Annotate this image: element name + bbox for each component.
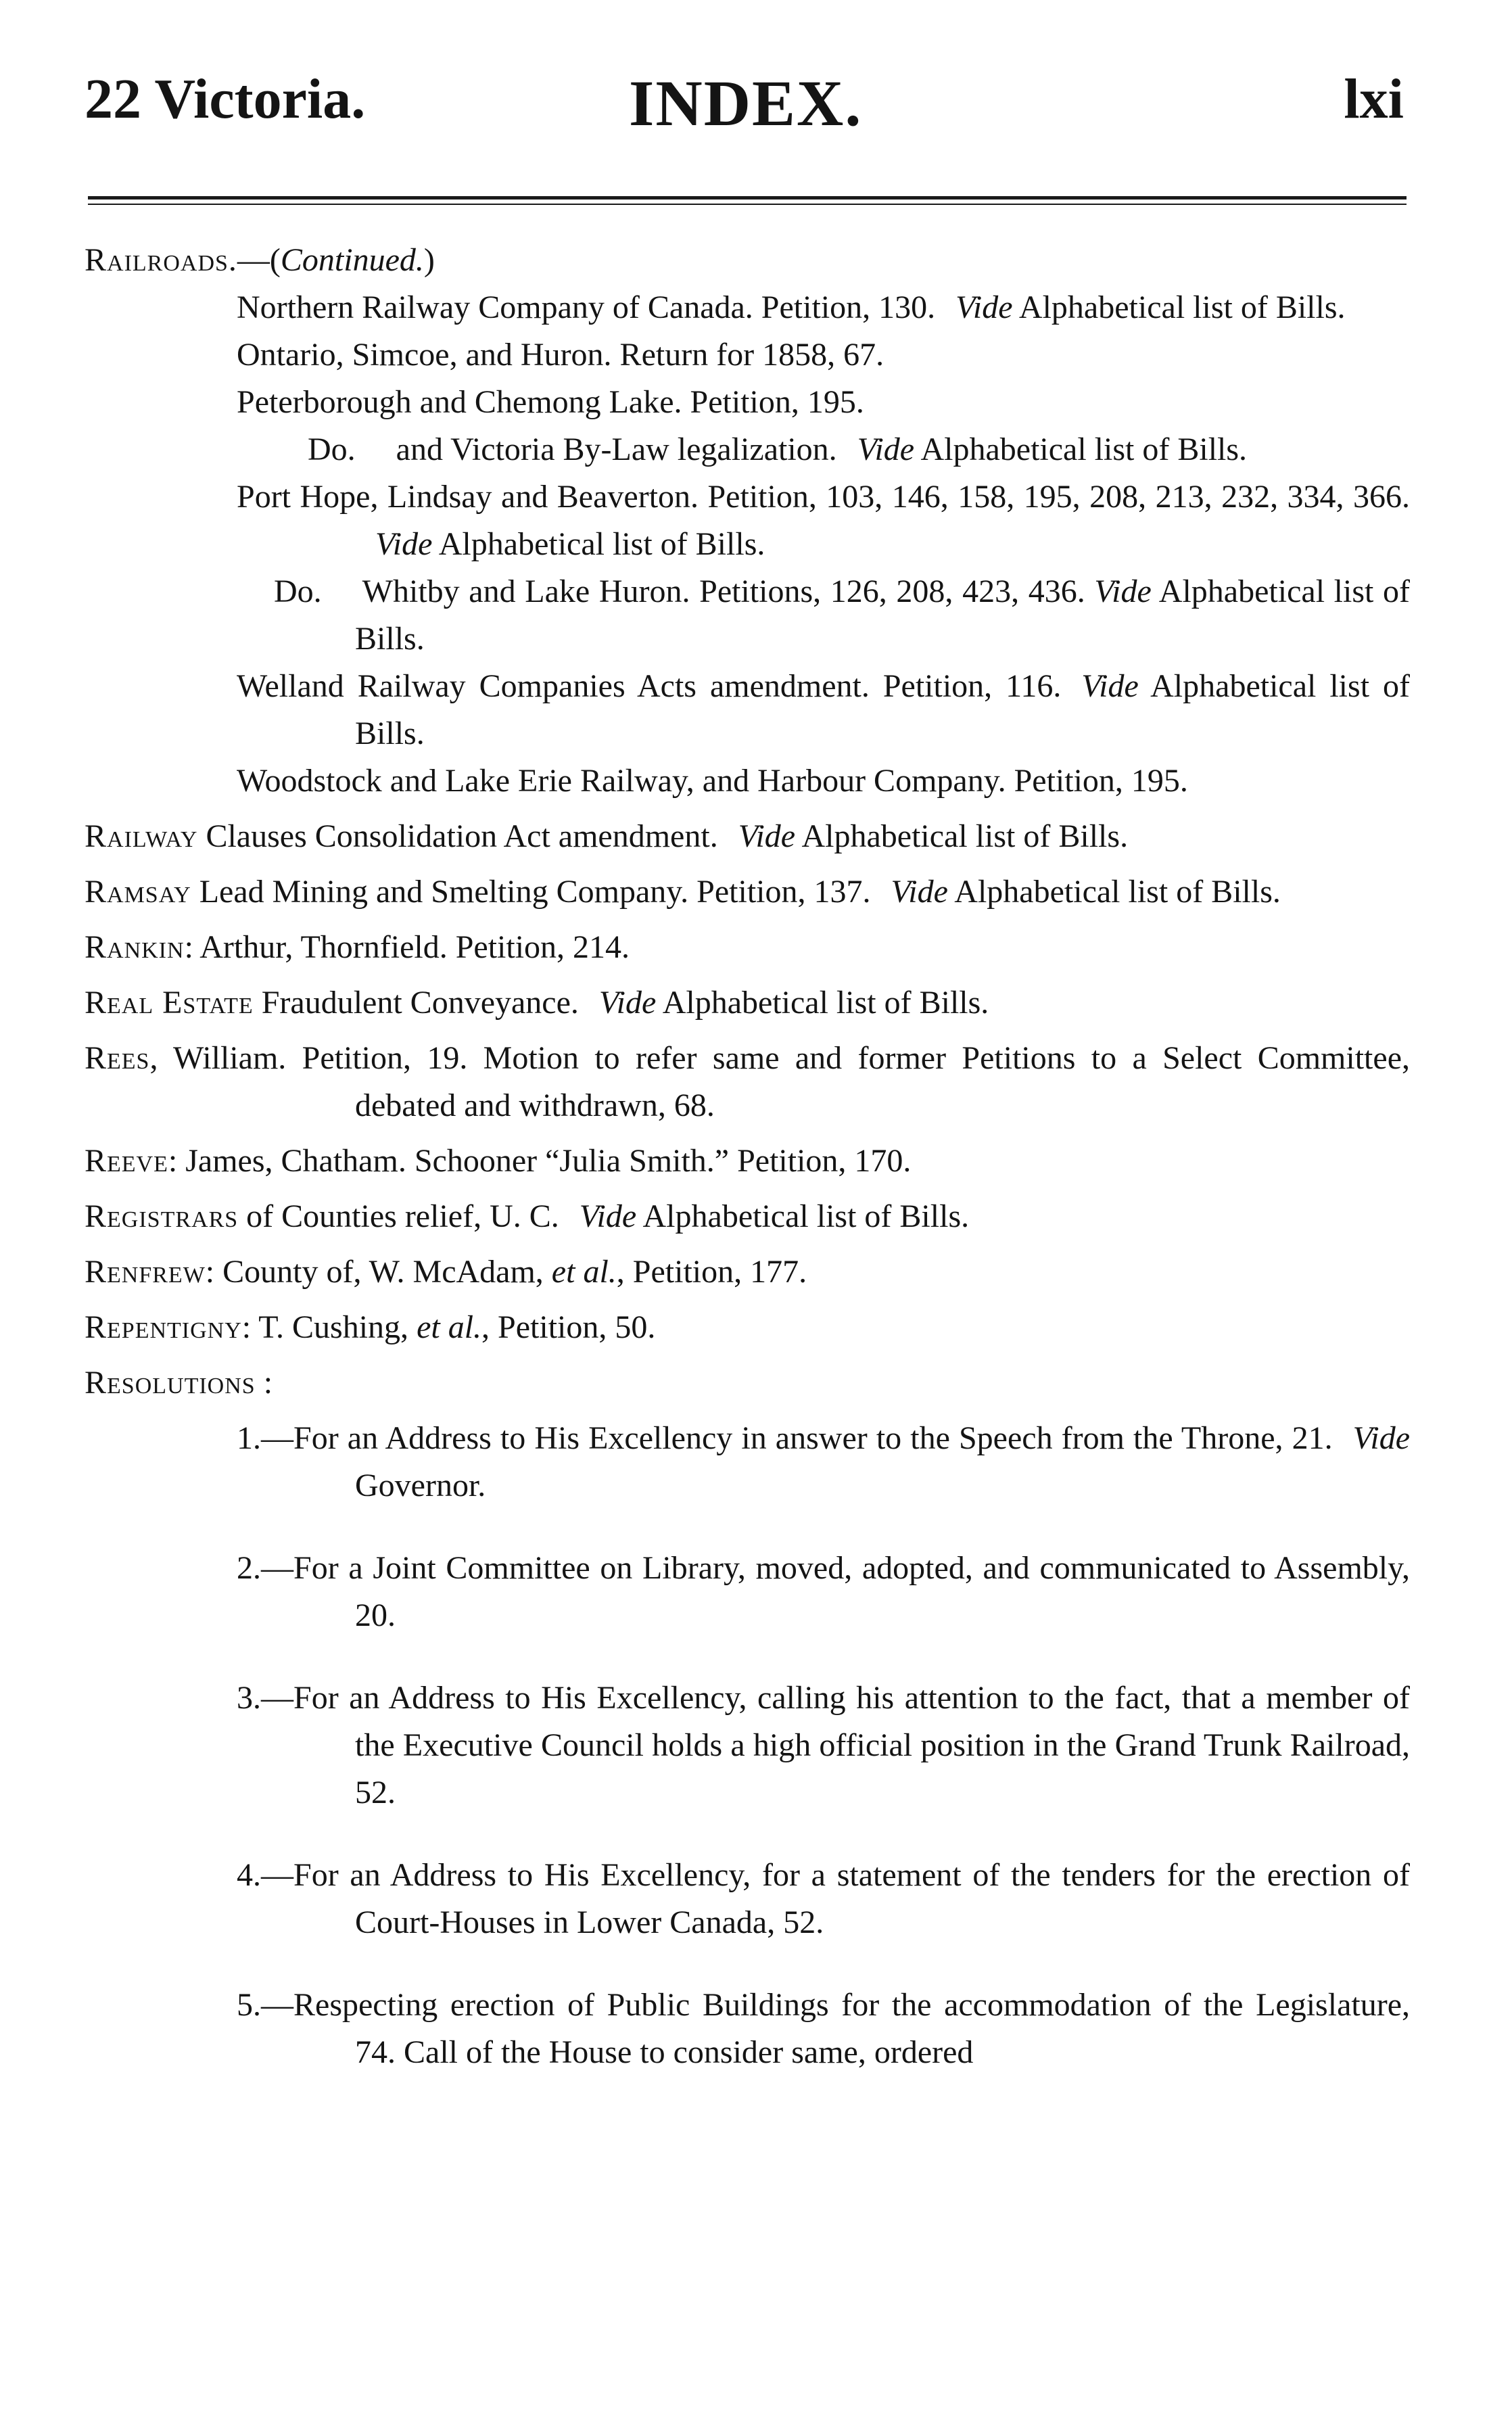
entry-sep: , <box>149 1040 158 1076</box>
index-body <box>85 237 1410 2076</box>
ditto-label: Do. <box>274 574 322 609</box>
entry-peterborough-chemong <box>237 379 1410 426</box>
resolution-number: 4. <box>237 1857 261 1893</box>
entry-sep: : <box>168 1143 178 1179</box>
entry-port-hope-lindsay <box>237 473 1410 568</box>
entry-repentigny <box>85 1304 1410 1351</box>
entry-text: Arthur, Thornfield. Petition, 214. <box>199 929 630 965</box>
resolution-number: 3. <box>237 1680 261 1716</box>
entry-northern-railway <box>237 284 1410 331</box>
resolution-number: 5. <box>237 1987 261 2023</box>
running-head-session: 22 Victoria. <box>85 68 366 131</box>
entry-renfrew <box>85 1248 1410 1296</box>
vide-label: Vide <box>738 818 796 854</box>
resolution-number: 1. <box>237 1420 261 1456</box>
entry-text: and Victoria By-Law legalization. <box>396 431 837 467</box>
vide-label: Vide <box>375 526 433 562</box>
entry-railway-clauses <box>85 813 1410 860</box>
entry-dash: —( <box>237 242 281 278</box>
vide-label: Vide <box>1352 1420 1410 1456</box>
entry-text: Fraudulent Conveyance. <box>261 985 579 1021</box>
resolution-4 <box>237 1852 1410 1946</box>
entry-key: Repentigny <box>85 1309 242 1345</box>
entry-text: T. Cushing, <box>258 1309 409 1345</box>
entry-sep: : <box>205 1254 215 1290</box>
ditto-label: Do. <box>308 431 356 467</box>
resolution-3 <box>237 1675 1410 1817</box>
entry-tail: Alphabetical list of Bills. <box>920 431 1248 467</box>
et-al-label: et al. <box>417 1309 482 1345</box>
entry-key: Renfrew <box>85 1254 206 1290</box>
resolution-number: 2. <box>237 1550 261 1586</box>
entry-tail: Alphabetical list of Bills. <box>801 818 1129 854</box>
entry-whitby-lake-huron <box>274 568 1410 663</box>
vide-label: Vide <box>1094 574 1152 609</box>
entry-key: Railroads. <box>85 242 237 278</box>
entry-sep: : <box>184 929 193 965</box>
entry-tail: Alphabetical list of Bills. <box>662 985 989 1021</box>
running-head-title: INDEX. <box>629 67 863 139</box>
entry-registrars <box>85 1193 1410 1240</box>
entry-rees <box>85 1035 1410 1129</box>
vide-label: Vide <box>579 1198 637 1234</box>
page-number: lxi <box>1344 68 1404 131</box>
entry-text-tail: , Petition, 177. <box>616 1254 807 1290</box>
entry-tail: Alphabetical list of Bills. <box>642 1198 970 1234</box>
entry-tail: Alphabetical list of Bills. <box>1018 289 1346 325</box>
entry-railroads-heading <box>85 237 1410 284</box>
vide-label: Vide <box>598 985 657 1021</box>
entry-paren: ) <box>423 242 435 278</box>
entry-tail: Governor. <box>355 1468 486 1503</box>
entry-text: Northern Railway Company of Canada. Petition, 130. <box>237 289 936 325</box>
vide-label: Vide <box>857 431 915 467</box>
entry-text: Ontario, Simcoe, and Huron. Return for 1858, 67. <box>237 337 884 373</box>
entry-ontario-simcoe-huron <box>237 331 1410 379</box>
entry-tail: Alphabetical list of Bills. <box>355 668 1411 751</box>
entry-text-tail: , Petition, 50. <box>481 1309 656 1345</box>
entry-woodstock-lake-erie <box>237 757 1410 805</box>
entry-text: Lead Mining and Smelting Company. Petition, 137. <box>199 874 871 910</box>
entry-text: Woodstock and Lake Erie Railway, and Harbour Company. Petition, 195. <box>237 763 1188 799</box>
resolution-text: —For an Address to His Excellency, for a statement of the tenders for the erection of Court-Houses in Lower Canada, 52. <box>261 1857 1410 1940</box>
entry-text: James, Chatham. Schooner “Julia Smith.” Petition, 170. <box>185 1143 912 1179</box>
entry-key: Registrars <box>85 1198 239 1234</box>
entry-text: William. Petition, 19. Motion to refer same and former Petitions to a Select Committee, debated and withdrawn, 68. <box>172 1040 1410 1123</box>
entry-rankin <box>85 924 1410 971</box>
resolution-text: —For a Joint Committee on Library, moved, adopted, and communicated to Assembly, 20. <box>261 1550 1410 1633</box>
entry-key: Rees <box>85 1040 150 1076</box>
et-al-label: et al. <box>551 1254 617 1290</box>
resolution-text: —For an Address to His Excellency in answer to the Speech from the Throne, 21. <box>261 1420 1333 1456</box>
entry-peterborough-victoria <box>308 426 1410 473</box>
resolution-text: —For an Address to His Excellency, calling his attention to the fact, that a member of the Executive Council holds a high official position in the Grand Trunk Railroad, 52. <box>261 1680 1410 1810</box>
entry-text: Welland Railway Companies Acts amendment. Petition, 116. <box>237 668 1062 704</box>
vide-label: Vide <box>1081 668 1139 704</box>
entry-welland-railway <box>237 663 1410 757</box>
entry-tail: Alphabetical list of Bills. <box>355 574 1410 657</box>
continued-label: Continued. <box>280 242 424 278</box>
vide-label: Vide <box>955 289 1013 325</box>
header-rule-thick <box>88 196 1407 200</box>
entry-tail: Alphabetical list of Bills. <box>954 874 1281 910</box>
entry-key: Rankin <box>85 929 185 965</box>
entry-text: Clauses Consolidation Act amendment. <box>206 818 718 854</box>
resolution-2 <box>237 1545 1410 1639</box>
entry-key: Real Estate <box>85 985 254 1021</box>
entry-key: Railway <box>85 818 198 854</box>
entry-text: of Counties relief, U. C. <box>246 1198 559 1234</box>
entry-real-estate <box>85 979 1410 1027</box>
entry-ramsay <box>85 868 1410 916</box>
entry-sep: : <box>241 1309 252 1345</box>
entry-text: County of, W. McAdam, <box>222 1254 544 1290</box>
resolution-5 <box>237 1982 1410 2076</box>
entry-text: Port Hope, Lindsay and Beaverton. Petition, 103, 146, 158, 195, 208, 213, 232, 334, 366. <box>237 479 1410 515</box>
vide-label: Vide <box>891 874 948 910</box>
entry-text: Peterborough and Chemong Lake. Petition, 195. <box>237 384 864 420</box>
entry-tail: Alphabetical list of Bills. <box>438 526 765 562</box>
resolution-1 <box>237 1415 1410 1509</box>
entry-reeve <box>85 1138 1410 1185</box>
entry-sep: : <box>263 1365 273 1401</box>
entry-resolutions-heading <box>85 1359 1410 1407</box>
entry-key: Reeve <box>85 1143 168 1179</box>
entry-key: Ramsay <box>85 874 191 910</box>
header-rule-thin <box>88 204 1407 205</box>
entry-text: Whitby and Lake Huron. Petitions, 126, 208, 423, 436. <box>362 574 1085 609</box>
resolution-text: —Respecting erection of Public Buildings for the accommodation of the Legislature, 74. Call of the House to consider same, ordered <box>261 1987 1410 2070</box>
entry-key: Resolutions <box>85 1365 256 1401</box>
